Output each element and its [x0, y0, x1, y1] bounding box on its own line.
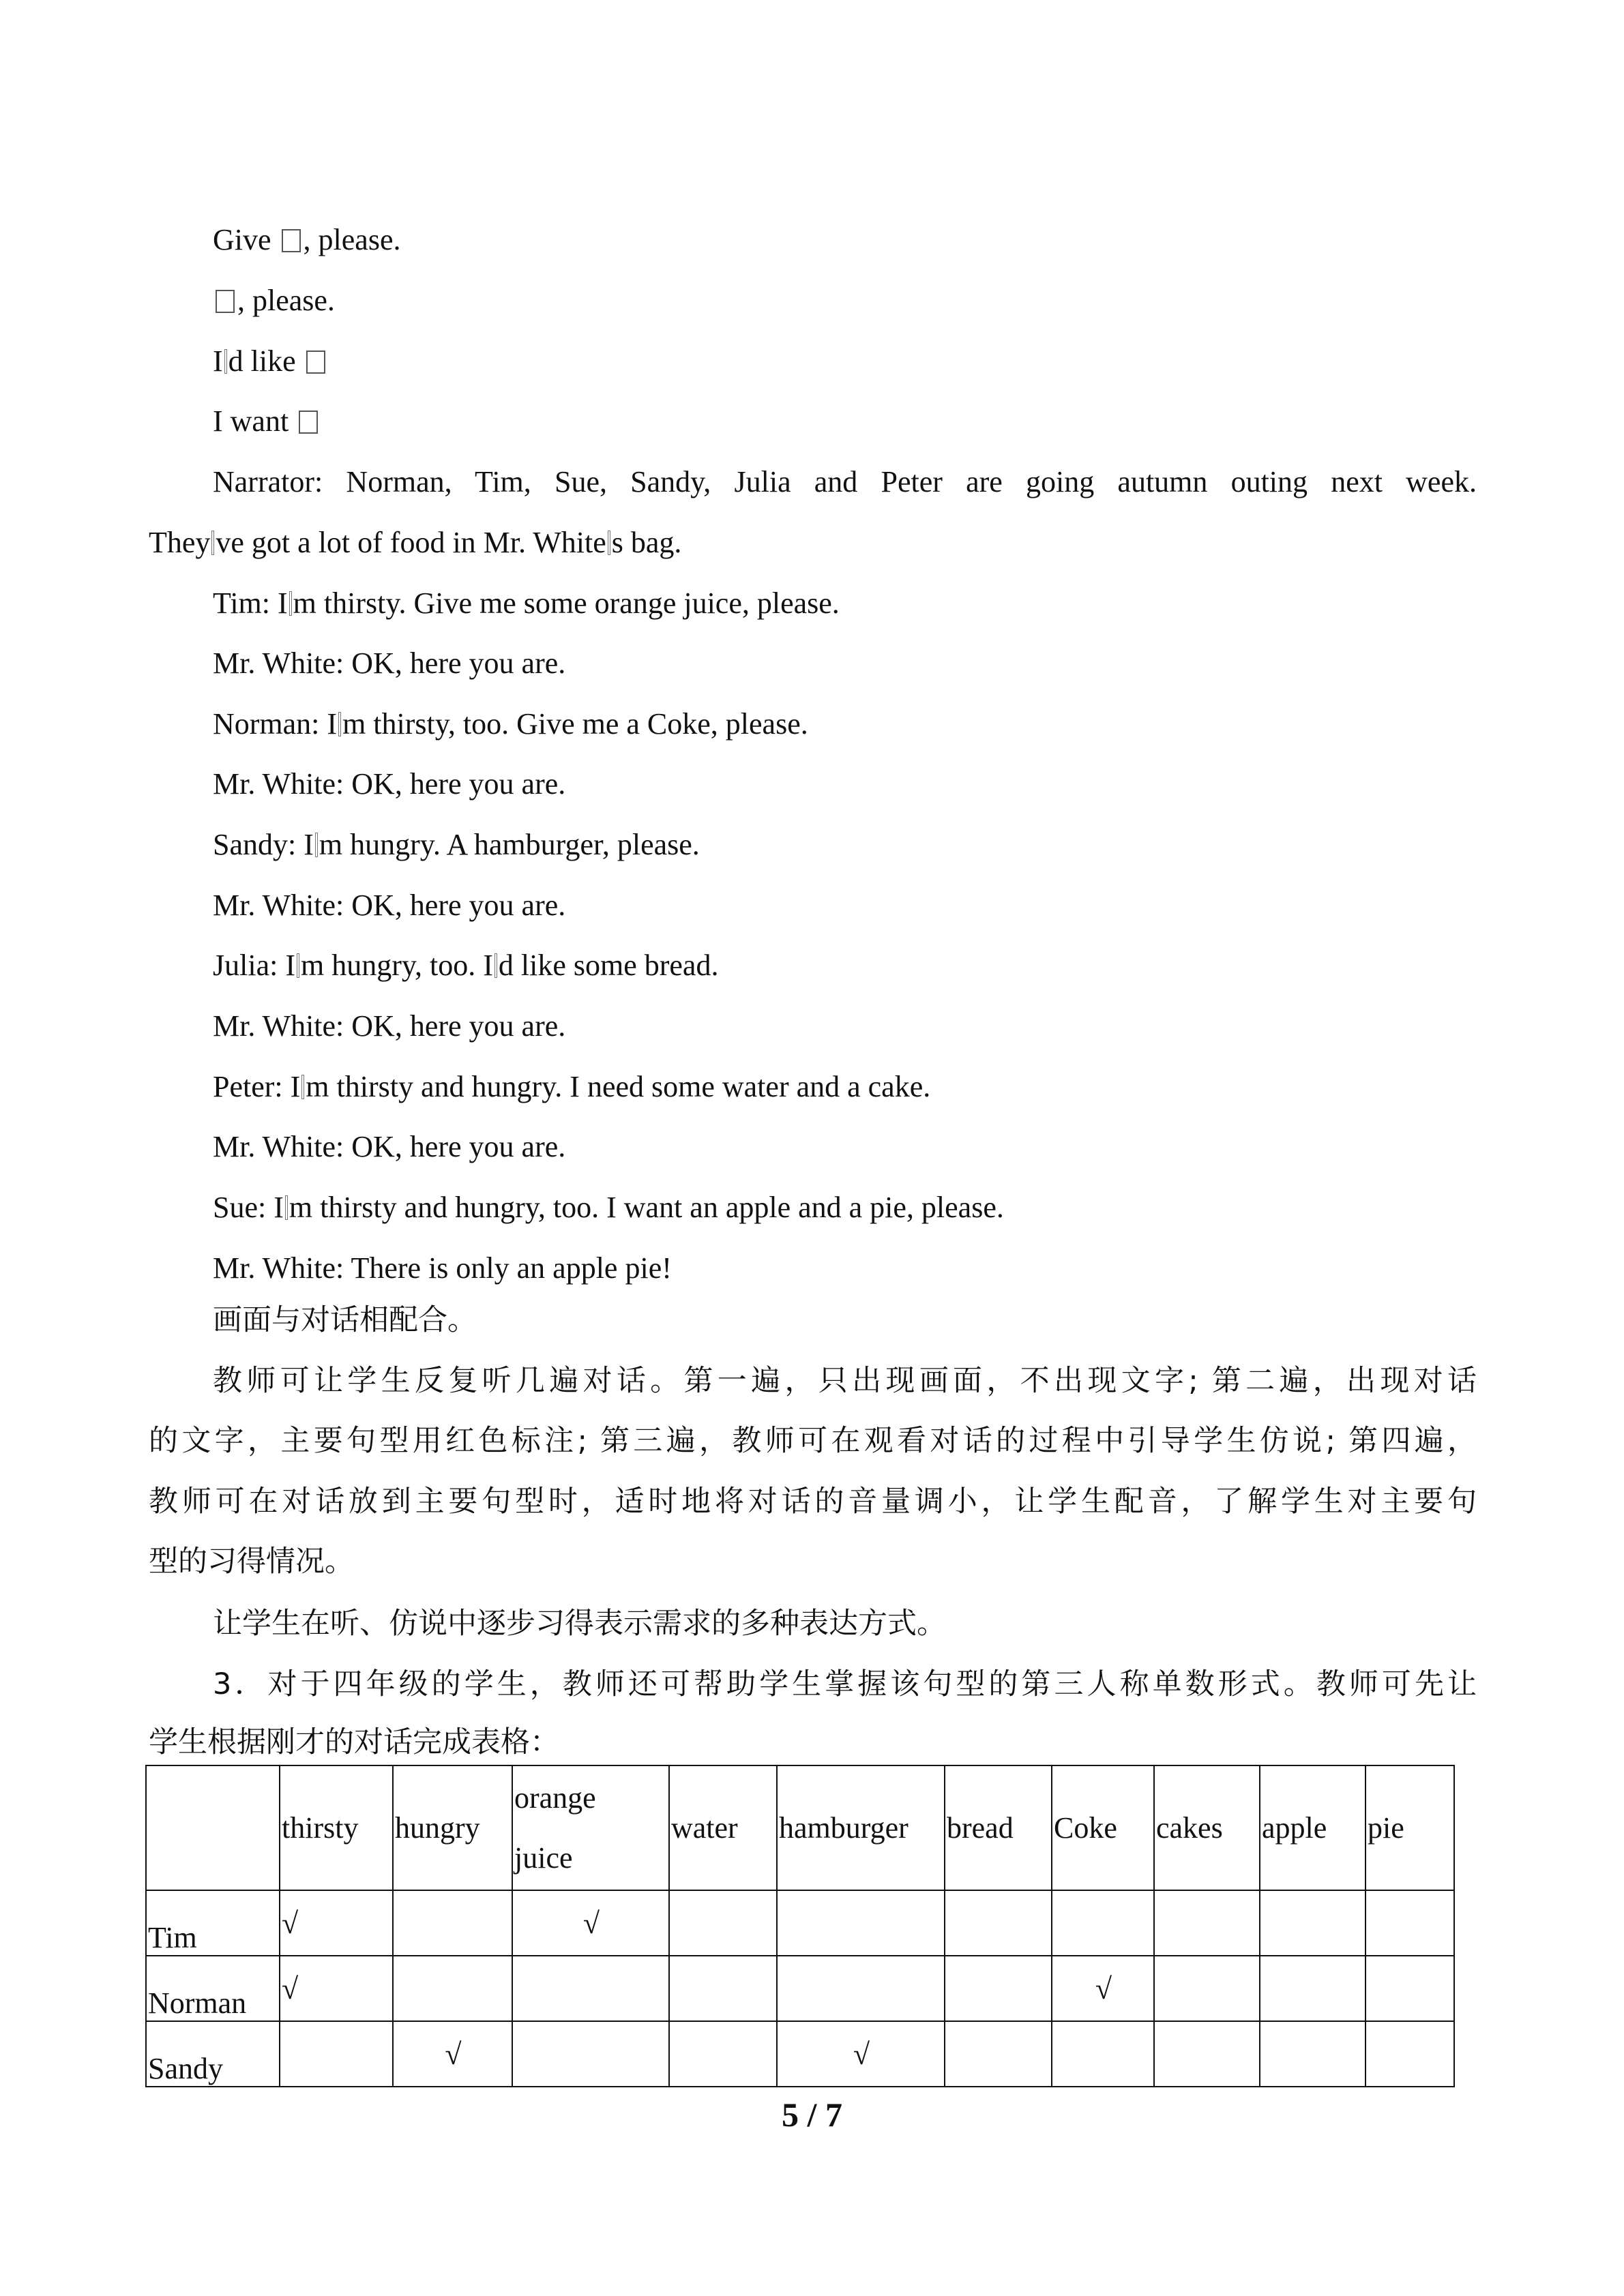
narrator-line-2	[149, 522, 681, 563]
dialogue-line	[213, 1187, 1004, 1228]
table-cell	[280, 2021, 393, 2087]
table-cell	[1052, 1956, 1154, 2021]
dialogue-text: m hungry, too. I	[300, 949, 493, 982]
table-cell-name: Tim	[146, 1890, 280, 1956]
zh-paragraph-3-line-1: 3．对于四年级的学生，教师还可帮助学生掌握该句型的第三人称单数形式。教师可先让	[213, 1667, 1477, 1701]
narrator-text: s bag.	[611, 526, 682, 559]
dialogue-line	[213, 885, 565, 926]
table-header-cell: thirsty	[280, 1765, 393, 1890]
table-header-cell	[512, 1765, 669, 1890]
pattern-text: Give	[213, 223, 279, 256]
dialogue-text: Mr. White: There is only an apple pie!	[213, 1251, 672, 1285]
header-text: orange	[514, 1780, 596, 1815]
table-cell	[1052, 2021, 1154, 2087]
dialogue-line	[213, 1127, 565, 1167]
pattern-text: I want	[213, 404, 297, 438]
dialogue-text: m thirsty and hungry. I need some water and a cake.	[306, 1070, 931, 1103]
zh-paragraph-3-line-2: 学生根据刚才的对话完成表格：	[149, 1725, 559, 1759]
dialogue-line	[213, 704, 808, 745]
table-cell	[1260, 1890, 1365, 1956]
blank-box	[282, 229, 301, 252]
table-header-row	[146, 1765, 1454, 1890]
table-header-cell: hamburger	[777, 1765, 945, 1890]
pattern-text: , please.	[303, 223, 401, 256]
table-cell	[669, 2021, 777, 2087]
dialogue-text: Peter: I	[213, 1070, 301, 1103]
table-cell	[512, 1956, 669, 2021]
dialogue-line	[213, 1006, 565, 1047]
apostrophe-glyph	[338, 712, 341, 736]
blank-box	[306, 351, 325, 374]
table-cell	[1365, 2021, 1454, 2087]
check-mark: √	[853, 2037, 870, 2071]
table-cell	[280, 1890, 393, 1956]
dialogue-text: Mr. White: OK, here you are.	[213, 646, 566, 680]
narrator-text: ve got a lot of food in Mr. White	[216, 526, 606, 559]
table-cell	[777, 1956, 945, 2021]
table-cell	[1365, 1890, 1454, 1956]
dialogue-text: Mr. White: OK, here you are.	[213, 889, 566, 922]
table-cell	[1154, 1956, 1260, 2021]
dialogue-line	[213, 824, 700, 865]
table-cell-name: Sandy	[146, 2021, 280, 2087]
check-mark: √	[282, 1971, 299, 2006]
dialogue-text: Mr. White: OK, here you are.	[213, 1009, 566, 1043]
dialogue-text: Norman: I	[213, 707, 338, 741]
dialogue-text: m thirsty. Give me some orange juice, please.	[293, 586, 840, 620]
table-cell	[512, 2021, 669, 2087]
table-row	[146, 1890, 1454, 1956]
table-header-cell: hungry	[393, 1765, 512, 1890]
page-number: 5 / 7	[782, 2096, 842, 2134]
table-cell-name: Norman	[146, 1956, 280, 2021]
table-header-cell	[146, 1765, 280, 1890]
zh-paragraph-2: 让学生在听、仿说中逐步习得表示需求的多种表达方式。	[213, 1607, 946, 1641]
table-header-cell: cakes	[1154, 1765, 1260, 1890]
dialogue-line	[213, 583, 840, 624]
apostrophe-glyph	[608, 531, 610, 555]
dialogue-text: Tim: I	[213, 586, 288, 620]
blank-box	[299, 411, 318, 434]
table-row	[146, 1956, 1454, 2021]
dialogue-text: Mr. White: OK, here you are.	[213, 767, 566, 801]
table-cell	[945, 2021, 1052, 2087]
apostrophe-glyph	[494, 953, 497, 978]
apostrophe-glyph	[315, 833, 318, 857]
dialogue-text: Sandy: I	[213, 828, 314, 861]
header-text: juice	[514, 1840, 573, 1875]
table-cell	[1154, 1890, 1260, 1956]
table-cell	[393, 1890, 512, 1956]
table-cell	[669, 1956, 777, 2021]
table-cell	[1260, 2021, 1365, 2087]
pattern-line-2	[213, 280, 335, 321]
check-mark: √	[1095, 1971, 1112, 2006]
pattern-text: d like	[228, 344, 304, 378]
table-cell	[393, 1956, 512, 2021]
zh-paragraph-1-line-1: 教师可让学生反复听几遍对话。第一遍，只出现画面，不出现文字; 第二遍，出现对话	[213, 1364, 1477, 1398]
narrator-text: They	[149, 526, 211, 559]
pattern-text: , please.	[237, 284, 335, 317]
check-mark: √	[445, 2037, 462, 2071]
dialogue-text: Mr. White: OK, here you are.	[213, 1130, 566, 1163]
dialogue-line	[213, 643, 565, 684]
zh-paragraph-1-line-2: 的文字，主要句型用红色标注; 第三遍，教师可在观看对话的过程中引导学生仿说; 第四遍，	[149, 1424, 1477, 1458]
table-header-cell: apple	[1260, 1765, 1365, 1890]
dialogue-text: Julia: I	[213, 949, 295, 982]
apostrophe-glyph	[301, 1075, 304, 1099]
apostrophe-glyph	[297, 953, 299, 978]
zh-match-line: 画面与对话相配合。	[213, 1303, 477, 1337]
dialogue-text: d like some bread.	[498, 949, 719, 982]
table-cell	[1052, 1890, 1154, 1956]
check-mark: √	[582, 1906, 600, 1940]
dialogue-text: m thirsty, too. Give me a Coke, please.	[342, 707, 808, 741]
table-cell	[777, 2021, 945, 2087]
table-cell	[669, 1890, 777, 1956]
dialogue-text: m hungry. A hamburger, please.	[319, 828, 700, 861]
table-cell	[945, 1956, 1052, 2021]
apostrophe-glyph	[289, 591, 292, 616]
dialogue-line	[213, 1067, 930, 1107]
check-mark: √	[282, 1906, 299, 1940]
table-header-cell: bread	[945, 1765, 1052, 1890]
zh-paragraph-1-line-4: 型的习得情况。	[149, 1545, 354, 1579]
table-cell	[512, 1890, 669, 1956]
table-header-cell: Coke	[1052, 1765, 1154, 1890]
dialogue-line	[213, 1248, 672, 1289]
pattern-text: I	[213, 344, 223, 378]
apostrophe-glyph	[285, 1195, 288, 1220]
table-header-cell: pie	[1365, 1765, 1454, 1890]
dialogue-line	[213, 764, 565, 805]
apostrophe-glyph	[224, 349, 227, 374]
table-cell	[777, 1890, 945, 1956]
zh-paragraph-1-line-3: 教师可在对话放到主要句型时，适时地将对话的音量调小，让学生配音，了解学生对主要句	[149, 1485, 1477, 1519]
dialogue-line	[213, 945, 718, 986]
table-header-cell: water	[669, 1765, 777, 1890]
food-table	[145, 1765, 1455, 2087]
table-cell	[1154, 2021, 1260, 2087]
dialogue-text: m thirsty and hungry, too. I want an apple and a pie, please.	[289, 1191, 1004, 1224]
blank-box	[216, 290, 235, 313]
table-row	[146, 2021, 1454, 2087]
pattern-line-4	[213, 401, 321, 442]
table-cell	[945, 1890, 1052, 1956]
pattern-line-1	[213, 220, 400, 260]
pattern-line-3	[213, 341, 328, 382]
table-cell	[1365, 1956, 1454, 2021]
narrator-line-1: Narrator: Norman, Tim, Sue, Sandy, Julia and Peter are going autumn outing next week.	[213, 465, 1477, 498]
table-cell	[1260, 1956, 1365, 2021]
apostrophe-glyph	[211, 531, 214, 555]
table-cell	[280, 1956, 393, 2021]
table-cell	[393, 2021, 512, 2087]
dialogue-text: Sue: I	[213, 1191, 284, 1224]
